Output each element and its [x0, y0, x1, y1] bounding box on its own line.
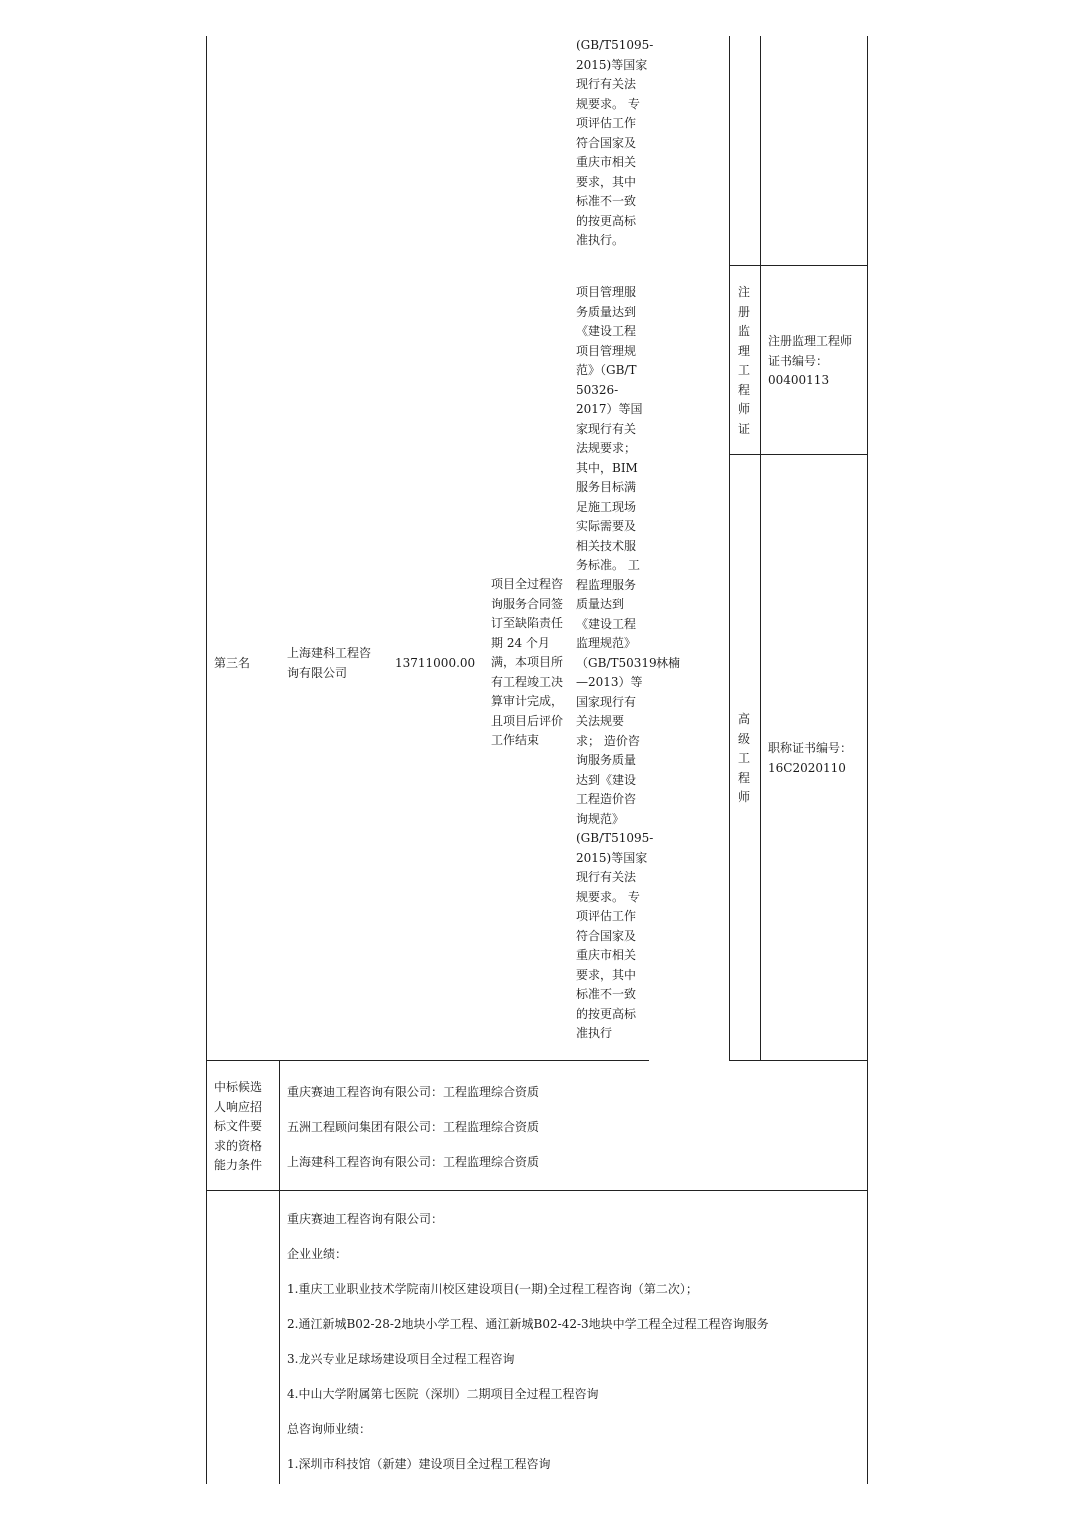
- row-bottom-right: [729, 1060, 868, 1061]
- label-col-divider: [279, 1060, 280, 1484]
- performance-item: 3.龙兴专业足球场建设项目全过程工程咨询: [287, 1352, 515, 1366]
- section-divider: [206, 1190, 868, 1191]
- quality-line: 要求，其中: [576, 967, 637, 982]
- prev-quality-line: 要求，其中: [576, 174, 637, 189]
- cert1-type-char: 册: [737, 304, 750, 319]
- quality-line: 准执行: [576, 1026, 613, 1040]
- cert-col-left: [729, 36, 730, 1060]
- quality-line: 规要求。 专: [576, 889, 640, 904]
- prev-quality-line: 标准不一致: [576, 194, 637, 208]
- quality-line: 项评估工作: [576, 909, 637, 923]
- quality-line: 家现行有关: [576, 421, 637, 436]
- period-line: 有工程竣工决: [491, 674, 564, 689]
- cert1-line: 注册监理工程师: [768, 334, 853, 348]
- period-line: 期 24 个月: [491, 635, 550, 650]
- row-bottom-left: [206, 1060, 649, 1061]
- quality-line: 其中，BIM: [576, 460, 638, 475]
- qualification-label-line: 能力条件: [214, 1158, 263, 1172]
- quality-line: 50326-: [576, 382, 619, 397]
- quality-line: 国家现行有: [576, 694, 637, 709]
- cert1-type-char: 工: [737, 363, 750, 377]
- cert1-line: 00400113: [768, 373, 830, 387]
- prev-quality-line: 项评估工作: [576, 116, 637, 130]
- quality-line: 服务目标满: [576, 480, 637, 494]
- cert2-type-char: 高: [737, 712, 750, 726]
- cert2-type-char: 工: [737, 751, 750, 765]
- company-line: 询有限公司: [287, 665, 348, 680]
- qualification-label: [214, 1078, 274, 1176]
- cert2-type-char: 程: [737, 770, 750, 785]
- period-line: 询服务合同签: [491, 596, 564, 611]
- cert1-type-char: 理: [737, 343, 750, 358]
- quality-line: 重庆市相关: [576, 948, 637, 962]
- bid-price: 13711000.00: [395, 656, 476, 670]
- quality-line: 2015)等国家: [576, 850, 648, 865]
- price-cell: [395, 654, 475, 674]
- service-period-cell: [491, 575, 567, 751]
- quality-line: 《建设工程: [576, 616, 637, 631]
- performance-item: 1.深圳市科技馆（新建）建设项目全过程工程咨询: [287, 1457, 551, 1471]
- cert1-type-char: 程: [737, 382, 750, 397]
- cert1-type-char: 师: [737, 402, 750, 416]
- cert2-line: 16C2020110: [768, 760, 846, 775]
- period-line: 订至缺陷责任: [491, 616, 564, 630]
- performance-item: 1.重庆工业职业技术学院南川校区建设项目(一期)全过程工程咨询（第二次）；: [287, 1282, 698, 1296]
- qualification-item: 重庆赛迪工程咨询有限公司：工程监理综合资质: [287, 1085, 540, 1099]
- prev-quality-line: 规要求。 专: [576, 96, 640, 111]
- prev-quality-line: 符合国家及: [576, 135, 637, 150]
- quality-line: 务质量达到: [576, 304, 637, 319]
- quality-line: 现行有关法: [576, 870, 637, 884]
- performance-item: 4.中山大学附属第七医院（深圳）二期项目全过程工程咨询: [287, 1387, 599, 1401]
- quality-line: 务标准。 工: [576, 558, 640, 572]
- period-line: 项目全过程咨: [491, 577, 564, 591]
- project-manager-cell: [656, 654, 680, 674]
- prev-quality-line: 现行有关法: [576, 77, 637, 91]
- quality-line: 关法规要: [576, 714, 625, 728]
- qualification-label-line: 标文件要: [214, 1119, 263, 1133]
- cert2-number-cell: [768, 739, 852, 778]
- cert-col-mid: [760, 36, 761, 1060]
- project-manager-name: 林楠: [656, 656, 681, 670]
- qualification-item: 上海建科工程咨询有限公司：工程监理综合资质: [287, 1155, 540, 1169]
- quality-line: 2017）等国: [576, 402, 643, 416]
- cert2-line: 职称证书编号：: [768, 741, 853, 755]
- prev-quality-line: 重庆市相关: [576, 155, 637, 169]
- performance-item: 2.通江新城B02-28-2地块小学工程、通江新城B02-42-3地块中学工程全过程工程咨询服务: [287, 1317, 769, 1331]
- quality-line: 符合国家及: [576, 928, 637, 943]
- quality-line: 监理规范》: [576, 636, 637, 650]
- performance-subheading: 企业业绩：: [287, 1247, 348, 1261]
- quality-line: 求； 造价咨: [576, 733, 640, 748]
- prev-quality-line: (GB/T51095-: [576, 38, 654, 52]
- rank-label: 第三名: [214, 656, 251, 670]
- company-line: 上海建科工程咨: [287, 646, 372, 660]
- rank-cell: [214, 654, 250, 674]
- border-right: [867, 36, 868, 1484]
- quality-line: —2013）等: [576, 675, 643, 689]
- performance-subheading: 总咨询师业绩：: [287, 1422, 372, 1436]
- quality-line: 标准不一致: [576, 987, 637, 1001]
- quality-line: （GB/T50319: [576, 655, 657, 670]
- cert-divider-1: [729, 265, 868, 266]
- quality-line: 项目管理规: [576, 343, 637, 358]
- period-line: 算审计完成，: [491, 694, 564, 708]
- quality-line: 询规范》: [576, 811, 625, 826]
- qualification-label-line: 求的资格: [214, 1138, 263, 1153]
- quality-line: 达到《建设: [576, 772, 637, 787]
- quality-line: 程监理服务: [576, 577, 637, 592]
- quality-line: 质量达到: [576, 597, 625, 611]
- quality-line: 《建设工程: [576, 324, 637, 338]
- quality-line: 范》（GB/T: [576, 363, 637, 377]
- quality-line: 的按更高标: [576, 1006, 637, 1021]
- period-line: 且项目后评价: [491, 713, 564, 728]
- quality-line: 询服务质量: [576, 753, 637, 767]
- prev-quality-line: 的按更高标: [576, 213, 637, 228]
- period-line: 工作结束: [491, 733, 540, 747]
- quality-line: 项目管理服: [576, 285, 637, 299]
- cert-divider-2: [729, 454, 868, 455]
- cert1-line: 证书编号：: [768, 353, 829, 368]
- cert1-type-char: 证: [737, 421, 750, 436]
- border-left: [206, 36, 207, 1484]
- performance-company-heading: 重庆赛迪工程咨询有限公司：: [287, 1212, 444, 1226]
- prev-quality-line: 准执行。: [576, 233, 625, 247]
- quality-line: 足施工现场: [576, 499, 637, 514]
- cert2-type-cell: [732, 710, 756, 808]
- quality-standard-cell: [576, 283, 657, 1044]
- cert1-type-char: 注: [737, 285, 750, 299]
- prev-quality-text: [576, 36, 654, 251]
- cert2-type-char: 级: [737, 731, 750, 746]
- cert2-type-char: 师: [737, 790, 750, 804]
- quality-line: (GB/T51095-: [576, 831, 654, 845]
- quality-line: 工程造价咨: [576, 792, 637, 806]
- company-cell: [287, 644, 371, 683]
- cert1-type-char: 监: [737, 324, 750, 338]
- period-line: 满，本项目所: [491, 655, 564, 669]
- qualification-item: 五洲工程顾问集团有限公司：工程监理综合资质: [287, 1120, 540, 1134]
- cert1-type-cell: [732, 283, 756, 439]
- prev-quality-line: 2015)等国家: [576, 57, 648, 72]
- qualification-label-line: 人响应招: [214, 1099, 263, 1114]
- cert1-number-cell: [768, 332, 852, 391]
- quality-line: 法规要求；: [576, 441, 637, 455]
- qualification-label-line: 中标候选: [214, 1080, 263, 1094]
- quality-line: 实际需要及: [576, 519, 637, 533]
- quality-line: 相关技术服: [576, 538, 637, 553]
